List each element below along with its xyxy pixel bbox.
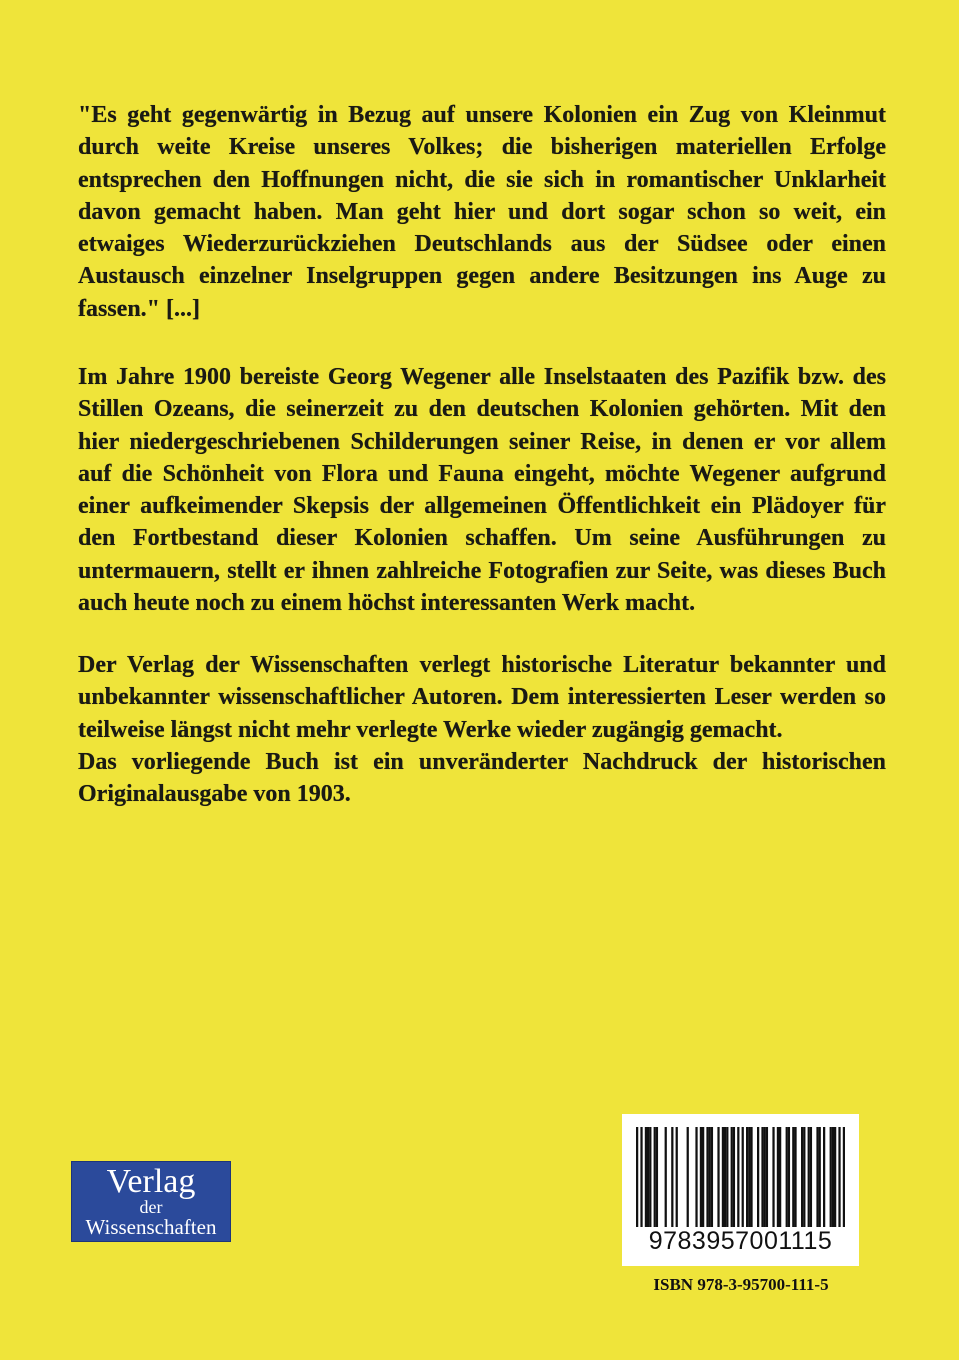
barcode-bar	[636, 1127, 638, 1227]
barcode-bar	[711, 1127, 713, 1227]
barcode-bar	[647, 1127, 649, 1227]
publisher-logo	[71, 1161, 231, 1242]
barcode-bar	[786, 1127, 788, 1227]
barcode-bar	[761, 1127, 763, 1227]
barcode-bar	[724, 1127, 726, 1227]
text-line: "Es geht gegenwärtig in Bezug auf unsere Kolonien ein Zug von Kleinmut	[78, 102, 886, 128]
barcode-bar	[794, 1127, 796, 1227]
barcode-bar	[706, 1127, 708, 1227]
barcode-bar	[801, 1127, 803, 1227]
barcode-bar	[709, 1127, 711, 1227]
barcode-bar	[726, 1127, 728, 1227]
barcode	[622, 1114, 859, 1266]
barcode-bar	[746, 1127, 748, 1227]
barcode-bar	[742, 1127, 744, 1227]
text-line: Der Verlag der Wissenschaften verlegt historische Literatur bekannter und	[78, 652, 886, 678]
barcode-bar	[823, 1127, 825, 1227]
barcode-bar	[808, 1127, 810, 1227]
logo-wissenschaften-text: Wissenschaften	[85, 1215, 217, 1239]
text-line: auch heute noch zu einem höchst interessanten Werk macht.	[78, 590, 696, 617]
text-line: etwaiges Wiederzurückziehen Deutschlands aus der Südsee oder einen	[78, 231, 886, 258]
text-line: einer aufkeimender Skepsis der allgemeinen Öffentlichkeit ein Plädoyer für	[78, 493, 886, 520]
barcode-bar	[717, 1127, 719, 1227]
text-line: untermauern, stellt er ihnen zahlreiche Fotografien zur Seite, was dieses Buch	[78, 557, 886, 584]
barcode-bar	[838, 1127, 840, 1227]
barcode-bar	[702, 1127, 704, 1227]
barcode-bar	[676, 1127, 678, 1227]
text-line: durch weite Kreise unseres Volkes; die bisherigen materiellen Erfolge	[78, 134, 886, 161]
barcode-bar	[764, 1127, 766, 1227]
text-line: Im Jahre 1900 bereiste Georg Wegener alle Inselstaaten des Pazifik bzw. des	[78, 364, 886, 390]
barcode-bar	[649, 1127, 651, 1227]
text-line: Originalausgabe von 1903.	[78, 781, 351, 808]
barcode-bar	[777, 1127, 779, 1227]
text-line: davon gemacht haben. Man geht hier und dort sogar schon so weit, ein	[78, 198, 886, 225]
barcode-bars	[636, 1127, 845, 1227]
logo-der-text: der	[139, 1197, 163, 1217]
barcode-bar	[757, 1127, 759, 1227]
barcode-bar	[748, 1127, 750, 1227]
barcode-bar	[665, 1127, 667, 1227]
barcode-bar	[695, 1127, 697, 1227]
text-line: fassen." [...]	[78, 295, 200, 322]
barcode-digits: 9783957001115	[648, 1227, 833, 1255]
barcode-bar	[687, 1127, 689, 1227]
quote-paragraph	[78, 99, 886, 325]
text-line: den Fortbestand dieser Kolonien schaffen. Um seine Ausführungen zu	[78, 525, 886, 552]
barcode-bar	[640, 1127, 642, 1227]
barcode-bar	[750, 1127, 752, 1227]
barcode-bar	[788, 1127, 790, 1227]
barcode-bar	[671, 1127, 673, 1227]
blurb-text	[78, 99, 886, 808]
barcode-bar	[656, 1127, 658, 1227]
barcode-bar	[766, 1127, 768, 1227]
barcode-bar	[803, 1127, 805, 1227]
isbn-label: ISBN 978-3-95700-111-5	[653, 1275, 829, 1294]
text-line: entsprechen den Hoffnungen nicht, die sie sich in romantischer Unklarheit	[78, 166, 886, 193]
barcode-bar	[816, 1127, 818, 1227]
barcode-bar	[792, 1127, 794, 1227]
text-line: teilweise längst nicht mehr verlegte Werke wieder zugängig gemacht.	[78, 716, 783, 743]
barcode-bar	[779, 1127, 781, 1227]
barcode-bar	[772, 1127, 774, 1227]
barcode-bar	[832, 1127, 834, 1227]
text-line: auf die Schönheit von Flora und Fauna eingeht, möchte Wegener aufgrund	[78, 460, 886, 487]
text-line: unbekannter wissenschaftlicher Autoren. Dem interessierten Leser werden so	[78, 684, 886, 711]
barcode-bar	[645, 1127, 647, 1227]
barcode-bar	[819, 1127, 821, 1227]
barcode-bar	[830, 1127, 832, 1227]
barcode-bar	[834, 1127, 836, 1227]
barcode-bar	[733, 1127, 735, 1227]
barcode-bar	[737, 1127, 739, 1227]
barcode-bar	[731, 1127, 733, 1227]
description-paragraph	[78, 361, 886, 619]
text-line: Das vorliegende Buch ist ein unveränderter Nachdruck der historischen	[78, 748, 886, 775]
logo-verlag-text: Verlag	[106, 1163, 196, 1200]
text-line: Stillen Ozeans, die seinerzeit zu den deutschen Kolonien gehörten. Mit den	[78, 396, 886, 423]
barcode-bar	[700, 1127, 702, 1227]
barcode-bar	[722, 1127, 724, 1227]
barcode-bar	[654, 1127, 656, 1227]
barcode-bar	[810, 1127, 812, 1227]
text-line: hier niedergeschriebenen Schilderungen seiner Reise, in denen er vor allem	[78, 428, 886, 455]
text-line: Austausch einzelner Inselgruppen gegen andere Besitzungen ins Auge zu	[78, 263, 886, 290]
barcode-bar	[843, 1127, 845, 1227]
publisher-paragraph	[78, 649, 886, 810]
